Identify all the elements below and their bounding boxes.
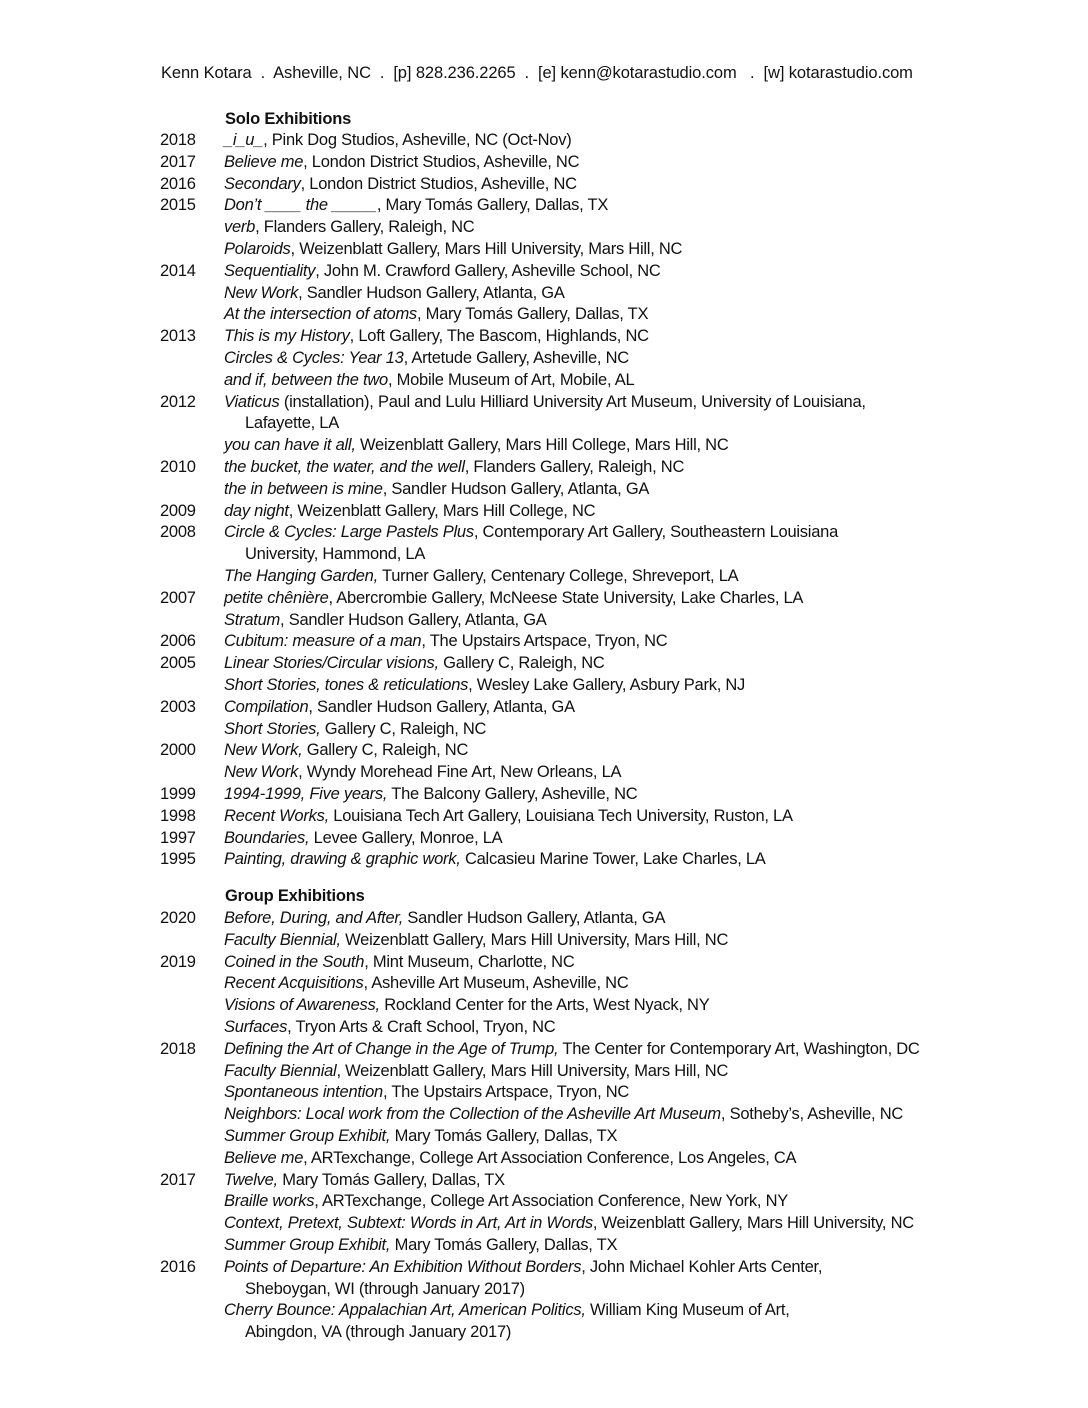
- exhibition-venue: , Asheville Art Museum, Asheville, NC: [363, 974, 629, 993]
- exhibition-venue: Louisiana Tech Art Gallery, Louisiana Tech University, Ruston, LA: [328, 806, 793, 825]
- exhibition-year: 2013: [160, 327, 196, 346]
- exhibition-title: Painting, drawing & graphic work,: [224, 850, 461, 869]
- exhibition-venue: The Center for Contemporary Art, Washington, DC: [558, 1039, 920, 1058]
- exhibition-venue: , ARTexchange, College Art Association Conference, Los Angeles, CA: [303, 1148, 797, 1167]
- exhibition-title: Before, During, and After,: [224, 909, 404, 927]
- artist-name: Kenn Kotara: [161, 64, 252, 82]
- exhibition-title: Braille works: [224, 1192, 315, 1211]
- exhibition-venue: , Mobile Museum of Art, Mobile, AL: [387, 370, 635, 389]
- exhibition-venue: Weizenblatt Gallery, Mars Hill University, Mars Hill, NC: [340, 930, 729, 949]
- exhibition-venue: Mary Tomás Gallery, Dallas, TX: [390, 1235, 618, 1254]
- exhibition-title: Believe me: [224, 152, 304, 171]
- group-exhibitions-heading: Group Exhibitions: [225, 887, 365, 905]
- exhibition-venue: , Abercrombie Gallery, McNeese State University, Lake Charles, LA: [328, 588, 804, 607]
- exhibition-venue: , Wyndy Morehead Fine Art, New Orleans, LA: [298, 763, 622, 782]
- exhibition-year: 2005: [160, 654, 196, 673]
- exhibition-venue: , Sandler Hudson Gallery, Atlanta, GA: [382, 479, 650, 498]
- exhibition-title: Visions of Awareness,: [224, 996, 380, 1015]
- exhibition-year: 2017: [160, 152, 196, 171]
- exhibition-title: Secondary: [224, 174, 301, 193]
- exhibition-year: 2007: [160, 588, 196, 607]
- exhibition-venue: Gallery C, Raleigh, NC: [438, 654, 605, 673]
- exhibition-year: 2006: [160, 632, 196, 651]
- exhibition-venue: , John Michael Kohler Arts Center,: [581, 1257, 823, 1276]
- exhibition-venue: Rockland Center for the Arts, West Nyack, NY: [379, 996, 710, 1015]
- exhibition-year: 2015: [160, 196, 196, 215]
- exhibition-title: Coined in the South: [224, 952, 365, 971]
- exhibition-title: Neighbors: Local work from the Collection of the Asheville Art Museum: [224, 1105, 721, 1124]
- exhibition-title: Surfaces: [224, 1017, 288, 1036]
- exhibition-venue: Gallery C, Raleigh, NC: [302, 741, 469, 760]
- exhibition-venue: Weizenblatt Gallery, Mars Hill College, Mars Hill, NC: [355, 436, 729, 455]
- artist-city: Asheville, NC: [273, 64, 371, 82]
- exhibition-year: 2014: [160, 261, 196, 280]
- exhibition-title: Viaticus: [224, 392, 280, 411]
- exhibition-venue: , Tryon Arts & Craft School, Tryon, NC: [287, 1017, 556, 1036]
- exhibition-venue: The Balcony Gallery, Asheville, NC: [387, 784, 638, 803]
- exhibition-venue: , London District Studios, Asheville, NC: [300, 174, 577, 193]
- exhibition-title: the in between is mine: [224, 479, 383, 498]
- exhibition-venue: , Contemporary Art Gallery, Southeastern Louisiana: [473, 523, 838, 542]
- exhibition-title: New Work: [224, 283, 299, 302]
- exhibition-venue: , Weizenblatt Gallery, Mars Hill College, NC: [288, 501, 596, 520]
- exhibition-venue: , Pink Dog Studios, Asheville, NC (Oct-Nov): [263, 131, 572, 149]
- exhibition-title: petite chênière: [224, 588, 329, 607]
- exhibition-title: Recent Works,: [224, 806, 329, 825]
- exhibition-title: Context, Pretext, Subtext: Words in Art, Art in Words: [224, 1214, 593, 1233]
- exhibition-venue-continued: Abingdon, VA (through January 2017): [245, 1323, 512, 1342]
- exhibition-title: Summer Group Exhibit,: [224, 1235, 391, 1254]
- exhibition-title: New Work: [224, 763, 299, 782]
- exhibition-title: Cherry Bounce: Appalachian Art, American Politics,: [224, 1301, 586, 1320]
- exhibition-venue-continued: Lafayette, LA: [245, 414, 339, 433]
- contact-header: Kenn Kotara . Asheville, NC . [p] 828.236.2265 . [e] kenn@kotarastudio.com . [w] kotarastudio.com: [161, 64, 913, 82]
- exhibition-venue-continued: University, Hammond, LA: [245, 545, 426, 564]
- exhibition-venue: William King Museum of Art,: [585, 1301, 790, 1320]
- exhibition-venue: , The Upstairs Artspace, Tryon, NC: [382, 1083, 630, 1102]
- exhibition-venue: , Loft Gallery, The Bascom, Highlands, NC: [349, 327, 649, 346]
- exhibition-venue: , Sandler Hudson Gallery, Atlanta, GA: [298, 283, 565, 302]
- exhibition-title: Boundaries,: [224, 828, 310, 847]
- exhibition-title: the bucket, the water, and the well: [224, 457, 465, 476]
- exhibition-venue: Gallery C, Raleigh, NC: [320, 719, 487, 738]
- exhibition-title: Twelve,: [224, 1170, 278, 1189]
- exhibition-title: Sequentiality: [224, 261, 316, 280]
- exhibition-venue: , Artetude Gallery, Asheville, NC: [403, 348, 629, 367]
- exhibition-title: day night: [224, 501, 289, 520]
- exhibition-venue: , Weizenblatt Gallery, Mars Hill University, NC: [592, 1214, 914, 1233]
- exhibition-title: Points of Departure: An Exhibition Without Borders: [224, 1257, 582, 1276]
- exhibition-title: The Hanging Garden,: [224, 566, 378, 585]
- artist-website: [w] kotarastudio.com: [763, 64, 913, 82]
- exhibition-venue: , Sandler Hudson Gallery, Atlanta, GA: [280, 610, 547, 629]
- exhibition-year: 2017: [160, 1170, 196, 1189]
- exhibition-year: 1998: [160, 806, 196, 825]
- exhibition-venue: Mary Tomás Gallery, Dallas, TX: [277, 1170, 505, 1189]
- exhibition-title: Short Stories,: [224, 719, 321, 738]
- exhibition-venue: Turner Gallery, Centenary College, Shreveport, LA: [377, 566, 739, 585]
- exhibition-title: At the intersection of atoms: [224, 305, 417, 324]
- exhibition-year: 1999: [160, 784, 196, 803]
- exhibition-title: Stratum: [224, 610, 281, 629]
- exhibition-venue: , Wesley Lake Gallery, Asbury Park, NJ: [468, 675, 746, 694]
- exhibition-title: Circle & Cycles: Large Pastels Plus: [224, 523, 474, 542]
- exhibition-venue: , Weizenblatt Gallery, Mars Hill University, Mars Hill, NC: [336, 1061, 729, 1080]
- exhibition-title: you can have it all,: [224, 436, 356, 455]
- exhibition-venue: , Weizenblatt Gallery, Mars Hill University, Mars Hill, NC: [290, 239, 683, 258]
- artist-email: [e] kenn@kotarastudio.com: [538, 64, 737, 82]
- exhibition-year: 2010: [160, 457, 196, 476]
- exhibition-title: Cubitum: measure of a man: [224, 632, 422, 651]
- exhibition-year: 2009: [160, 501, 196, 520]
- exhibition-title: Believe me: [224, 1148, 304, 1167]
- exhibition-venue: , Mary Tomás Gallery, Dallas, TX: [416, 305, 649, 324]
- exhibition-venue-continued: Sheboygan, WI (through January 2017): [245, 1279, 525, 1298]
- exhibition-venue: , Flanders Gallery, Raleigh, NC: [464, 457, 685, 476]
- exhibition-year: 2008: [160, 523, 196, 542]
- exhibition-title: Faculty Biennial,: [224, 930, 341, 949]
- exhibition-title: _i_u_: [224, 131, 264, 149]
- exhibition-venue: , Mary Tomás Gallery, Dallas, TX: [376, 196, 609, 215]
- exhibition-title: Short Stories, tones & reticulations: [224, 675, 469, 694]
- exhibition-venue: , The Upstairs Artspace, Tryon, NC: [421, 632, 668, 651]
- exhibition-title: Summer Group Exhibit,: [224, 1126, 391, 1145]
- exhibition-venue: , Flanders Gallery, Raleigh, NC: [255, 218, 475, 237]
- exhibition-title: Faculty Biennial: [224, 1061, 337, 1080]
- exhibition-year: 1997: [160, 828, 196, 847]
- exhibition-year: 2016: [160, 174, 196, 193]
- exhibition-year: 2003: [160, 697, 196, 716]
- exhibition-title: Linear Stories/Circular visions,: [224, 654, 439, 673]
- exhibition-title: Spontaneous intention: [224, 1083, 383, 1102]
- exhibition-title: verb: [224, 218, 256, 237]
- exhibition-title: Recent Acquisitions: [224, 974, 364, 993]
- exhibition-title: Circles & Cycles: Year 13: [224, 348, 404, 367]
- solo-exhibitions-heading: Solo Exhibitions: [225, 110, 352, 128]
- exhibition-venue: Sandler Hudson Gallery, Atlanta, GA: [403, 909, 666, 927]
- exhibition-venue: , Sotheby’s, Asheville, NC: [720, 1105, 904, 1124]
- exhibition-year: 2020: [160, 909, 196, 927]
- exhibition-title: This is my History: [224, 327, 350, 346]
- exhibition-venue: Levee Gallery, Monroe, LA: [309, 828, 503, 847]
- exhibition-year: 1995: [160, 850, 196, 869]
- artist-phone: [p] 828.236.2265: [393, 64, 516, 82]
- exhibition-title: and if, between the two: [224, 370, 388, 389]
- exhibition-venue: Calcasieu Marine Tower, Lake Charles, LA: [460, 850, 766, 869]
- exhibition-year: 2019: [160, 952, 196, 971]
- exhibition-venue: Mary Tomás Gallery, Dallas, TX: [390, 1126, 618, 1145]
- exhibition-year: 2012: [160, 392, 196, 411]
- exhibition-title: Polaroids: [224, 239, 291, 258]
- exhibition-title: 1994-1999, Five years,: [224, 784, 388, 803]
- exhibition-title: Don’t ____ the _____: [224, 196, 377, 215]
- exhibition-venue: , ARTexchange, College Art Association Conference, New York, NY: [314, 1192, 789, 1211]
- exhibition-venue: (installation), Paul and Lulu Hilliard University Art Museum, University of Louisiana,: [279, 392, 866, 411]
- exhibition-title: New Work,: [224, 741, 303, 760]
- exhibition-title: Compilation: [224, 697, 309, 716]
- exhibition-year: 2000: [160, 741, 196, 760]
- exhibition-venue: , John M. Crawford Gallery, Asheville School, NC: [315, 261, 661, 280]
- exhibition-year: 2018: [160, 131, 196, 149]
- exhibition-venue: , Sandler Hudson Gallery, Atlanta, GA: [308, 697, 575, 716]
- exhibition-year: 2016: [160, 1257, 196, 1276]
- exhibition-venue: , London District Studios, Asheville, NC: [303, 152, 580, 171]
- exhibition-venue: , Mint Museum, Charlotte, NC: [364, 952, 575, 971]
- exhibition-year: 2018: [160, 1039, 196, 1058]
- exhibition-title: Defining the Art of Change in the Age of Trump,: [224, 1039, 559, 1058]
